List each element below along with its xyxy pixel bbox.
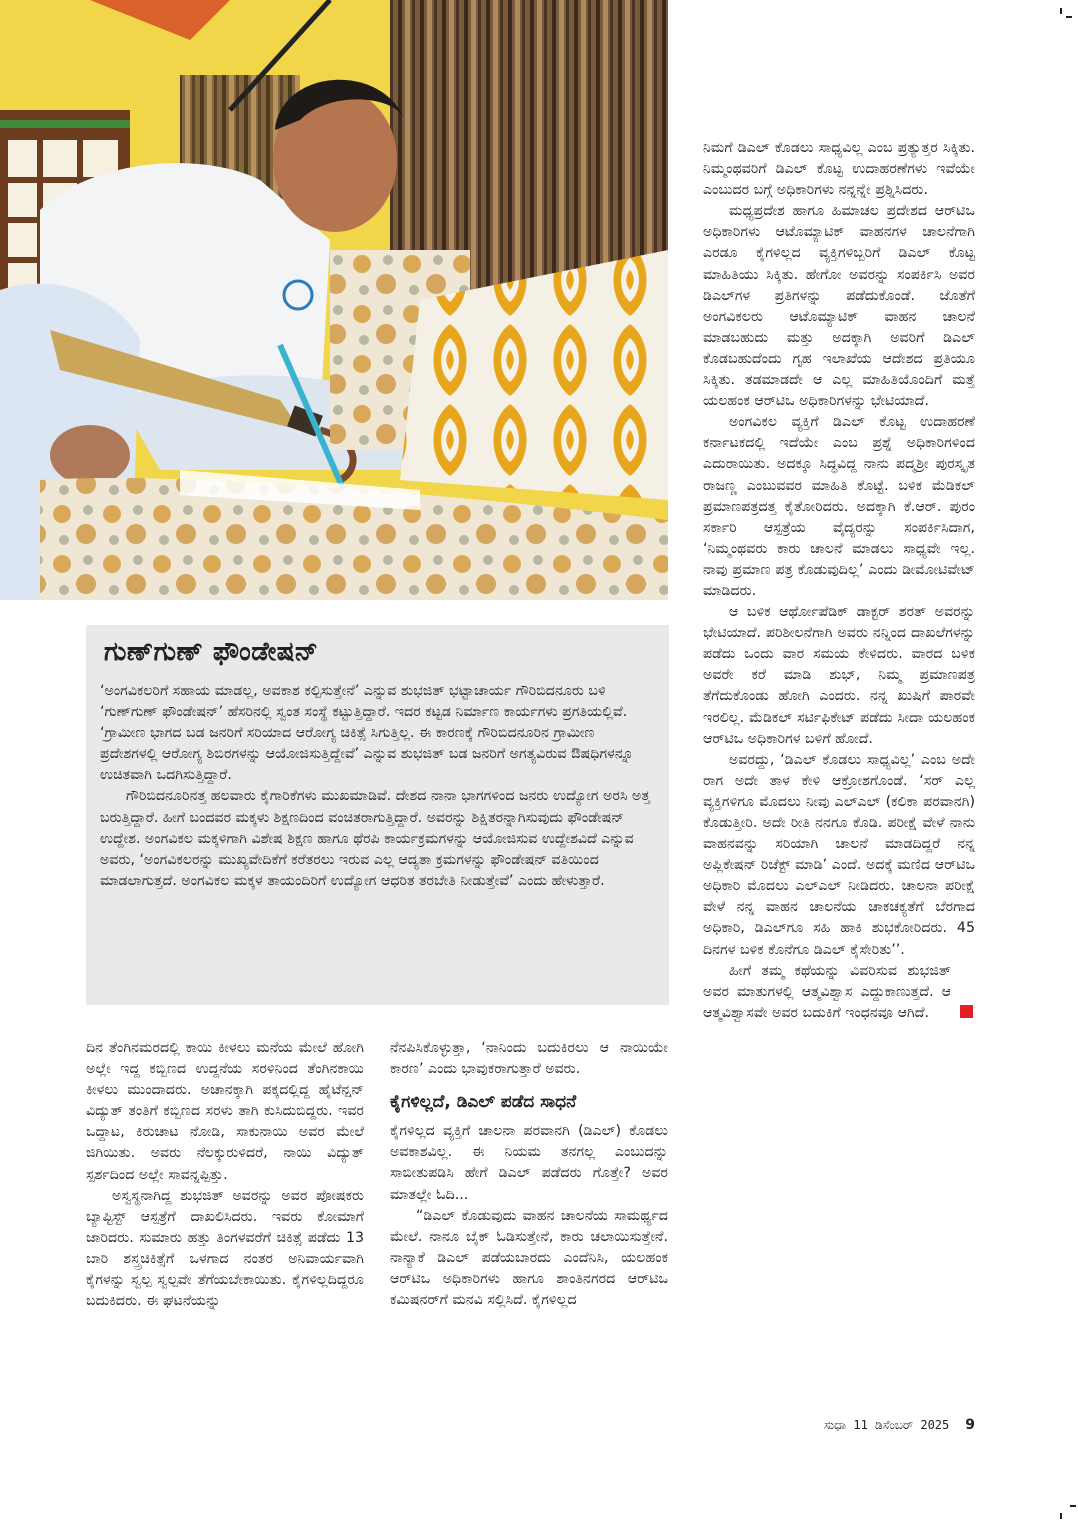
crop-mark-icon <box>1060 8 1062 14</box>
page-footer <box>824 1417 975 1433</box>
body-paragraph: ಅಸ್ವಸ್ಥನಾಗಿದ್ದ ಶುಭಜಿತ್ ಅವರನ್ನು ಅವರ ಪೋಷಕರು ಬ್ಯಾಪ್ಟಿಸ್ಟ್ ಆಸ್ಪತ್ರೆಗೆ ದಾಖಲಿಸಿದರು. ಇವರು ಕೋಮಾಗೆ ಜಾರಿದರು. ಸುಮಾರು ಹತ್ತು ತಿಂಗಳವರೆಗೆ ಚಿಕಿತ್ಸೆ ಪಡೆದು 13 ಬಾರಿ ಶಸ್ತ್ರಚಿಕಿತ್ಸೆಗೆ ಒಳಗಾದ ನಂತರ ಅನಿವಾರ್ಯವಾಗಿ ಕೈಗಳನ್ನು ಸ್ವಲ್ಪ ಸ್ವಲ್ಪವೇ ತೆಗೆಯಬೇಕಾಯಿತು. ಕೈಗಳಿಲ್ಲದಿದ್ದರೂ ಬದುಕಿದರು. ಈ ಘಟನೆಯನ್ನು <box>86 1187 364 1310</box>
photo-man-writing-with-prosthetic-arm-icon <box>0 0 668 600</box>
end-of-article-square-icon <box>960 1005 973 1018</box>
sidebar-paragraph: ಗೌರಿಬಿದನೂರಿನತ್ತ ಹಲವಾರು ಕೈಗಾರಿಕೆಗಳು ಮುಖಮಾಡಿವೆ. ದೇಶದ ನಾನಾ ಭಾಗಗಳಿಂದ ಜನರು ಉದ್ಯೋಗ ಅರಸಿ ಅತ್ತ ಬರುತ್ತಿದ್ದಾರೆ. ಹೀಗೆ ಬಂದವರ ಮಕ್ಕಳು ಶಿಕ್ಷಣದಿಂದ ವಂಚಿತರಾಗುತ್ತಿದ್ದಾರೆ. ಅವರನ್ನು ಶಿಕ್ಷಿತರನ್ನಾಗಿಸುವುದು ಫೌಂಡೇಷನ್ ಉದ್ದೇಶ. ಅಂಗವಿಕಲ ಮಕ್ಕಳಿಗಾಗಿ ವಿಶೇಷ ಶಿಕ್ಷಣ ಹಾಗೂ ಥೆರಪಿ ಕಾರ್ಯಕ್ರಮಗಳನ್ನು ಆಯೋಜಿಸುವ ಉದ್ದೇಶವಿದೆ ಎನ್ನುವ ಅವರು, ‘ಅಂಗವಿಕಲರನ್ನು ಮುಖ್ಯವೇದಿಕೆಗೆ ಕರೆತರಲು ಇರುವ ಎಲ್ಲ ಆದ್ಯತಾ ಕ್ರಮಗಳನ್ನು ಫೌಂಡೇಷನ್ ವತಿಯಿಂದ ಮಾಡಲಾಗುತ್ತದೆ. ಅಂಗವಿಕಲ ಮಕ್ಕಳ ತಾಯಂದಿರಿಗೆ ಉದ್ಯೋಗ ಆಧರಿತ ತರಬೇತಿ ನೀಡುತ್ತೇವೆ’ ಎಂದು ಹೇಳುತ್ತಾರೆ. <box>100 788 651 889</box>
crop-mark-icon <box>1066 16 1072 18</box>
crop-mark-icon <box>1060 1513 1062 1519</box>
sidebar-paragraph: ‘ಅಂಗವಿಕಲರಿಗೆ ಸಹಾಯ ಮಾಡಲ್ಲ, ಅವಕಾಶ ಕಲ್ಪಿಸುತ್ತೇನೆ’ ಎನ್ನುವ ಶುಭಜಿತ್ ಭಟ್ಟಾಚಾರ್ಯ ಗೌರಿಬಿದನೂರು ಬಳಿ ‘ಗುಣ್‌ಗುಣ್ ಫೌಂಡೇಷನ್’ ಹೆಸರಿನಲ್ಲಿ ಸ್ವಂತ ಸಂಸ್ಥೆ ಕಟ್ಟುತ್ತಿದ್ದಾರೆ. ಇದರ ಕಟ್ಟಡ ನಿರ್ಮಾಣ ಕಾರ್ಯಗಳು ಪ್ರಗತಿಯಲ್ಲಿವೆ. ‘ಗ್ರಾಮೀಣ ಭಾಗದ ಬಡ ಜನರಿಗೆ ಸರಿಯಾದ ಆರೋಗ್ಯ ಚಿಕಿತ್ಸೆ ಸಿಗುತ್ತಿಲ್ಲ. ಈ ಕಾರಣಕ್ಕೆ ಗೌರಿಬಿದನೂರಿನ ಗ್ರಾಮೀಣ ಪ್ರದೇಶಗಳಲ್ಲಿ ಆರೋಗ್ಯ ಶಿಬಿರಗಳನ್ನು ಆಯೋಜಿಸುತ್ತಿದ್ದೇವೆ’ ಎನ್ನುವ ಶುಭಜಿತ್ ಬಡ ಜನರಿಗೆ ಅಗತ್ಯವಿರುವ ಔಷಧಿಗಳನ್ನೂ ಉಚಿತವಾಗಿ ಒದಗಿಸುತ್ತಿದ್ದಾರೆ. <box>100 683 634 784</box>
article-column-left <box>86 1038 364 1312</box>
article-photo <box>0 0 668 600</box>
article-column-right <box>703 138 975 1024</box>
body-paragraph: ಮಧ್ಯಪ್ರದೇಶ ಹಾಗೂ ಹಿಮಾಚಲ ಪ್ರದೇಶದ ಆರ್‌ಟಿಒ ಅಧಿಕಾರಿಗಳು ಆಟೊಮ್ಯಾಟಿಕ್ ವಾಹನಗಳ ಚಾಲನೆಗಾಗಿ ಎರಡೂ ಕೈಗಳಿಲ್ಲದ ವ್ಯಕ್ತಿಗಳಿಬ್ಬರಿಗೆ ಡಿಎಲ್ ಕೊಟ್ಟ ಮಾಹಿತಿಯು ಸಿಕ್ಕಿತು. ಹೇಗೋ ಅವರನ್ನು ಸಂಪರ್ಕಿಸಿ ಅವರ ಡಿಎಲ್‌ಗಳ ಪ್ರತಿಗಳನ್ನು ಪಡೆದುಕೊಂಡೆ. ಜೊತೆಗೆ ಅಂಗವಿಕಲರು ಆಟೊಮ್ಯಾಟಿಕ್ ವಾಹನ ಚಾಲನೆ ಮಾಡಬಹುದು ಮತ್ತು ಅದಕ್ಕಾಗಿ ಅವರಿಗೆ ಡಿಎಲ್ ಕೊಡಬಹುದೆಂದು ಗೃಹ ಇಲಾಖೆಯ ಆದೇಶದ ಪ್ರತಿಯೂ ಸಿಕ್ಕಿತು. ತಡಮಾಡದೇ ಆ ಎಲ್ಲ ಮಾಹಿತಿಯೊಂದಿಗೆ ಮತ್ತೆ ಯಲಹಂಕ ಆರ್‌ಟಿಒ ಅಧಿಕಾರಿಗಳನ್ನು ಭೇಟಿಯಾದೆ. <box>703 203 975 410</box>
body-paragraph: ನೆನಪಿಸಿಕೊಳ್ಳುತ್ತಾ, ‘ನಾನಿಂದು ಬದುಕಿರಲು ಆ ನಾಯಿಯೇ ಕಾರಣ’ ಎಂದು ಭಾವುಕರಾಗುತ್ತಾರೆ ಅವರು. <box>390 1040 668 1078</box>
body-paragraph: ಅಂಗವಿಕಲ ವ್ಯಕ್ತಿಗೆ ಡಿಎಲ್ ಕೊಟ್ಟ ಉದಾಹರಣೆ ಕರ್ನಾಟಕದಲ್ಲಿ ಇದೆಯೇ ಎಂಬ ಪ್ರಶ್ನೆ ಅಧಿಕಾರಿಗಳಿಂದ ಎದುರಾಯಿತು. ಅದಕ್ಕೂ ಸಿದ್ಧವಿದ್ದ ನಾನು ಪದ್ಮಶ್ರೀ ಪುರಸ್ಕೃತ ರಾಜಣ್ಣ ಎಂಬುವವರ ಮಾಹಿತಿ ಕೊಟ್ಟೆ. ಬಳಿಕ ಮೆಡಿಕಲ್ ಪ್ರಮಾಣಪತ್ರದತ್ತ ಕೈತೋರಿದರು. ಅದಕ್ಕಾಗಿ ಕೆ.ಆರ್. ಪುರಂ ಸರ್ಕಾರಿ ಆಸ್ಪತ್ರೆಯ ವೈದ್ಯರನ್ನು ಸಂಪರ್ಕಿಸಿದಾಗ, ‘ನಿಮ್ಮಂಥವರು ಕಾರು ಚಾಲನೆ ಮಾಡಲು ಸಾಧ್ಯವೇ ಇಲ್ಲ. ನಾವು ಪ್ರಮಾಣ ಪತ್ರ ಕೊಡುವುದಿಲ್ಲ’ ಎಂದು ಡೀಮೋಟಿವೇಟ್ ಮಾಡಿದರು. <box>703 414 975 599</box>
body-paragraph: ಆ ಬಳಿಕ ಆರ್ಥೋಪೆಡಿಕ್ ಡಾಕ್ಟರ್ ಶರತ್ ಅವರನ್ನು ಭೇಟಿಯಾದೆ. ಪರಿಶೀಲನೆಗಾಗಿ ಅವರು ನನ್ನಿಂದ ದಾಖಲೆಗಳನ್ನು ಪಡೆದು ಒಂದು ವಾರ ಸಮಯ ಕೇಳಿದರು. ವಾರದ ಬಳಿಕ ಅವರೇ ಕರೆ ಮಾಡಿ ಶುಭ್, ನಿಮ್ಮ ಪ್ರಮಾಣಪತ್ರ ತೆಗೆದುಕೊಂಡು ಹೋಗಿ ಎಂದರು. ನನ್ನ ಖುಷಿಗೆ ಪಾರವೇ ಇರಲಿಲ್ಲ. ಮೆಡಿಕಲ್ ಸರ್ಟಿಫಿಕೇಟ್ ಪಡೆದು ಸೀದಾ ಯಲಹಂಕ ಆರ್‌ಟಿಒ ಅಧಿಕಾರಿಗಳ ಬಳಿಗೆ ಹೋದೆ. <box>703 604 975 747</box>
page-number: 9 <box>965 1417 975 1433</box>
section-subheading: ಕೈಗಳಿಲ್ಲದೆ, ಡಿಎಲ್ ಪಡೆದ ಸಾಧನೆ <box>390 1092 577 1113</box>
final-paragraph-text: ಹೀಗೆ ತಮ್ಮ ಕಥೆಯನ್ನು ವಿವರಿಸುವ ಶುಭಜಿತ್ ಅವರ ಮಾತುಗಳಲ್ಲಿ ಆತ್ಮವಿಶ್ವಾಸ ಎದ್ದುಕಾಣುತ್ತದೆ. ಆ ಆತ್ಮವಿಶ್ವಾಸವೇ ಅವರ ಬದುಕಿಗೆ ಇಂಧನವೂ ಆಗಿದೆ. <box>703 962 951 1021</box>
crop-mark-icon <box>1070 1505 1076 1507</box>
body-paragraph-final <box>703 961 975 1024</box>
body-paragraph: “ಡಿಎಲ್ ಕೊಡುವುದು ವಾಹನ ಚಾಲನೆಯ ಸಾಮರ್ಥ್ಯದ ಮೇಲೆ. ನಾನೂ ಬೈಕ್ ಓಡಿಸುತ್ತೇನೆ, ಕಾರು ಚಲಾಯಿಸುತ್ತೇನೆ. ನಾನ್ಯಾಕೆ ಡಿಎಲ್ ಪಡೆಯಬಾರದು ಎಂದೆನಿಸಿ, ಯಲಹಂಕ ಆರ್‌ಟಿಒ ಅಧಿಕಾರಿಗಳು ಹಾಗೂ ಶಾಂತಿನಗರದ ಆರ್‌ಟಿಒ ಕಮಿಷನರ್‌ಗೆ ಮನವಿ ಸಲ್ಲಿಸಿದೆ. ಕೈಗಳಿಲ್ಲದ <box>390 1207 668 1309</box>
body-paragraph: ನಿಮಗೆ ಡಿಎಲ್ ಕೊಡಲು ಸಾಧ್ಯವಿಲ್ಲ ಎಂಬ ಪ್ರತ್ಯುತ್ತರ ಸಿಕ್ಕಿತು. ನಿಮ್ಮಂಥವರಿಗೆ ಡಿಎಲ್ ಕೊಟ್ಟ ಉದಾಹರಣೆಗಳು ಇವೆಯೇ ಎಂಬುದರ ಬಗ್ಗೆ ಅಧಿಕಾರಿಗಳು ನನ್ನನ್ನೇ ಪ್ರಶ್ನಿಸಿದರು. <box>703 140 975 199</box>
issue-date: ಸುಧಾ 11 ಡಿಸೆಂಬರ್ 2025 <box>823 1418 950 1432</box>
sidebar-box-foundation <box>86 625 669 1005</box>
sidebar-title: ಗುಣ್‌ಗುಣ್ ಫೌಂಡೇಷನ್ <box>104 637 319 667</box>
article-column-middle <box>390 1038 668 1311</box>
body-paragraph: ದಿನ ತೆಂಗಿನಮರದಲ್ಲಿ ಕಾಯಿ ಕೀಳಲು ಮನೆಯ ಮೇಲೆ ಹೋಗಿ ಅಲ್ಲೇ ಇದ್ದ ಕಬ್ಬಿಣದ ಉದ್ದನೆಯ ಸರಳಿನಿಂದ ತೆಂಗಿನಕಾಯಿ ಕೀಳಲು ಮುಂದಾದರು. ಅಚಾನಕ್ಕಾಗಿ ಪಕ್ಕದಲ್ಲಿದ್ದ ಹೈಟೆನ್ಷನ್ ವಿದ್ಯುತ್ ತಂತಿಗೆ ಕಬ್ಬಿಣದ ಸರಳು ತಾಗಿ ಕುಸಿದುಬಿದ್ದರು. ಇವರ ಒದ್ದಾಟ, ಕಿರುಚಾಟ ನೋಡಿ, ಸಾಕುನಾಯಿ ಅವರ ಮೇಲೆ ಜಿಗಿಯಿತು. ಅವರು ನೆಲಕ್ಕುರುಳಿದರೆ, ನಾಯಿ ವಿದ್ಯುತ್ ಸ್ಪರ್ಶದಿಂದ ಅಲ್ಲೇ ಸಾವನ್ನಪ್ಪಿತ್ತು. <box>86 1040 364 1183</box>
body-paragraph: ಅವರದ್ದು, ‘ಡಿಎಲ್ ಕೊಡಲು ಸಾಧ್ಯವಿಲ್ಲ’ ಎಂಬ ಅದೇ ರಾಗ ಅದೇ ತಾಳ ಕೇಳಿ ಆಕ್ರೋಶಗೊಂಡೆ. ‘ಸರ್ ಎಲ್ಲ ವ್ಯಕ್ತಿಗಳಿಗೂ ಮೊದಲು ನೀವು ಎಲ್‌ಎಲ್ (ಕಲಿಕಾ ಪರವಾನಗಿ) ಕೊಡುತ್ತೀರಿ. ಅದೇ ರೀತಿ ನನಗೂ ಕೊಡಿ. ಪರೀಕ್ಷೆ ವೇಳೆ ನಾನು ವಾಹನವನ್ನು ಸರಿಯಾಗಿ ಚಾಲನೆ ಮಾಡದಿದ್ದರೆ ನನ್ನ ಅಪ್ಲಿಕೇಷನ್ ರಿಜೆಕ್ಟ್ ಮಾಡಿ’ ಎಂದೆ. ಅದಕ್ಕೆ ಮಣಿದ ಆರ್‌ಟಿಒ ಅಧಿಕಾರಿ ಮೊದಲು ಎಲ್‌ಎಲ್ ನೀಡಿದರು. ಚಾಲನಾ ಪರೀಕ್ಷೆ ವೇಳೆ ನನ್ನ ವಾಹನ ಚಾಲನೆಯ ಚಾಕಚಕ್ಯತೆಗೆ ಬೆರಗಾದ ಅಧಿಕಾರಿ, ಡಿಎಲ್‌ಗೂ ಸಹಿ ಹಾಕಿ ಶುಭಕೋರಿದರು. 45 ದಿನಗಳ ಬಳಿಕ ಕೊನೆಗೂ ಡಿಎಲ್ ಕೈಸೇರಿತು’’. <box>703 751 975 958</box>
body-paragraph: ಕೈಗಳಿಲ್ಲದ ವ್ಯಕ್ತಿಗೆ ಚಾಲನಾ ಪರವಾನಗಿ (ಡಿಎಲ್) ಕೊಡಲು ಅವಕಾಶವಿಲ್ಲ. ಈ ನಿಯಮ ತನಗಲ್ಲ ಎಂಬುದನ್ನು ಸಾಬೀತುಪಡಿಸಿ ಹೇಗೆ ಡಿಎಲ್ ಪಡೆದರು ಗೊತ್ತೇ? ಅವರ ಮಾತಲ್ಲೇ ಓದಿ... <box>390 1123 668 1203</box>
